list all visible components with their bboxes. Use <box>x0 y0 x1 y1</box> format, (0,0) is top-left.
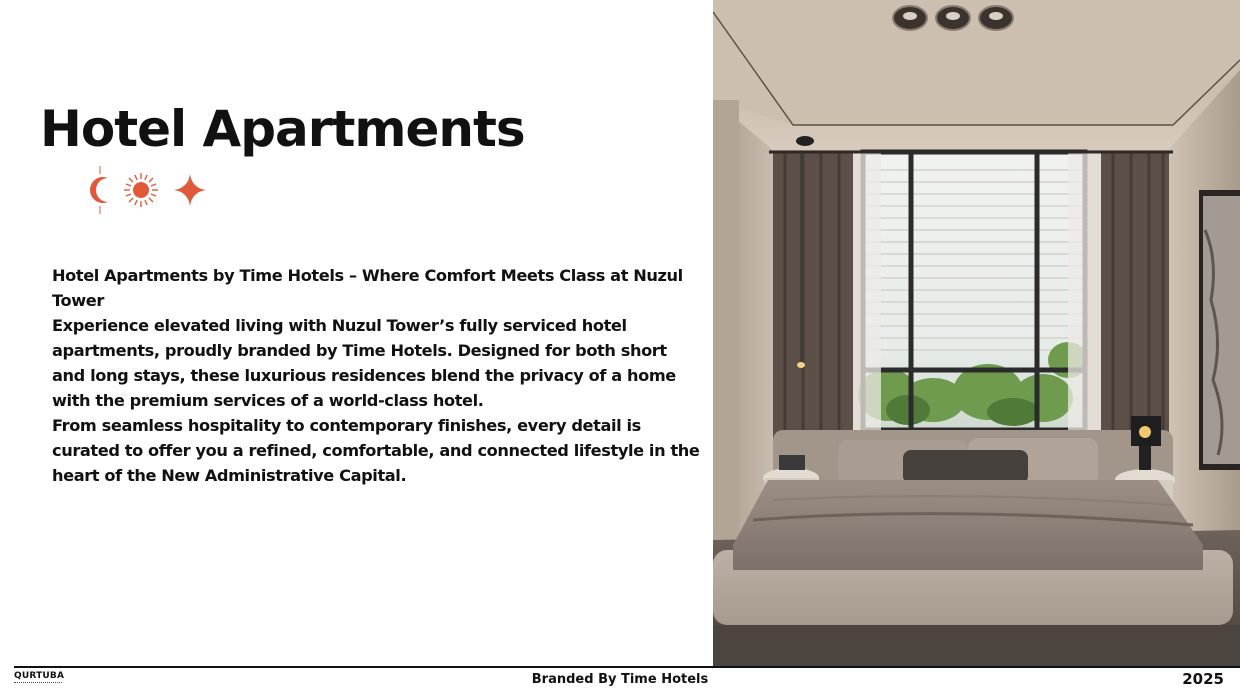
sun-icon <box>124 173 158 207</box>
ornament-group <box>80 164 210 216</box>
page-title: Hotel Apartments <box>40 100 525 158</box>
description-paragraph-2: From seamless hospitality to contemporary finishes, every detail is curated to offer you a refined, comfortable, and connected lifestyle in the heart of the New Administrative Capital. <box>52 416 700 485</box>
four-point-star-icon <box>174 174 206 206</box>
description-block <box>52 263 702 488</box>
description-heading: Hotel Apartments by Time Hotels – Where Comfort Meets Class at Nuzul Tower <box>52 266 683 310</box>
footer-divider <box>14 666 1240 668</box>
crescent-moon-icon <box>90 166 108 214</box>
bedroom-photo <box>713 0 1240 666</box>
footer-branding: Branded By Time Hotels <box>531 672 709 687</box>
description-paragraph-1: Experience elevated living with Nuzul Tower’s fully serviced hotel apartments, proudly branded by Time Hotels. Designed for both short and long stays, these luxurious residences blend the privacy of a home with the premium services of a world-class hotel. <box>52 316 676 410</box>
footer-logo: QURTUBA <box>14 671 65 681</box>
footer-year: 2025 <box>1182 670 1224 688</box>
